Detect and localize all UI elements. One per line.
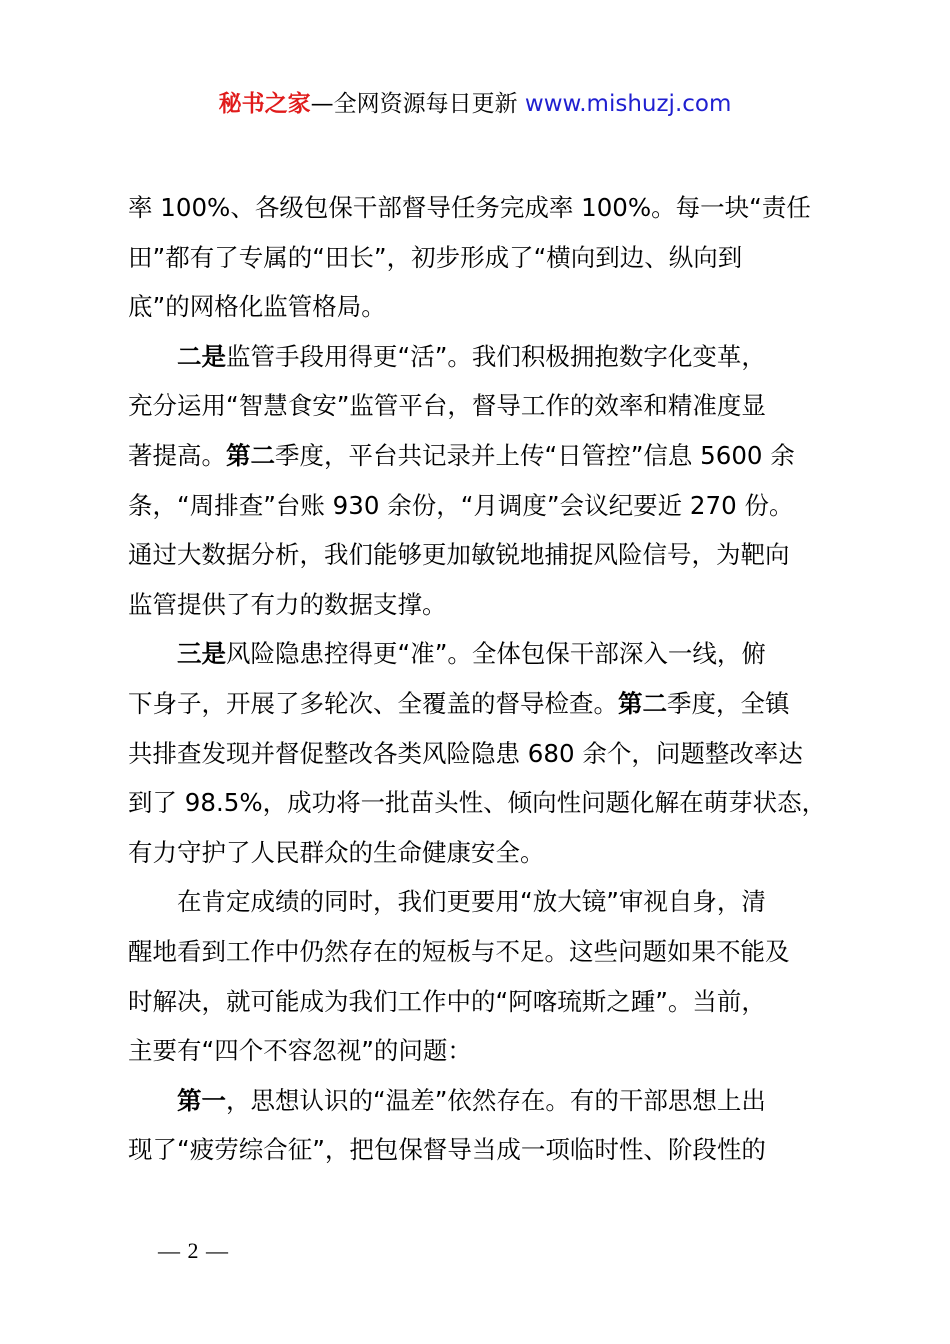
text-line: 通过大数据分析，我们能够更加敏锐地捕捉风险信号，为靶向 bbox=[128, 540, 790, 570]
text-line: 下身子，开展了多轮次、全覆盖的督导检查。第二季度，全镇 bbox=[128, 688, 790, 718]
bold-lead: 第一 bbox=[177, 1085, 226, 1115]
text-line: 醒地看到工作中仍然存在的短板与不足。这些问题如果不能及 bbox=[128, 936, 790, 966]
bold-inline: 第二 bbox=[618, 688, 667, 718]
text-line: 时解决，就可能成为我们工作中的“阿喀琉斯之踵”。当前， bbox=[128, 986, 766, 1016]
text-line: 率 100%、各级包保干部督导任务完成率 100%。每一块“责任 bbox=[128, 193, 811, 222]
bold-inline: 第二 bbox=[226, 440, 275, 470]
text-line: 有力守护了人民群众的生命健康安全。 bbox=[128, 837, 545, 867]
text-line: 共排查发现并督促整改各类风险隐患 680 余个，问题整改率达 bbox=[128, 738, 803, 768]
text-line: 条，“周排查”台账 930 余份，“月调度”会议纪要近 270 份。 bbox=[128, 490, 794, 520]
page-number: — 2 — bbox=[158, 1238, 229, 1263]
text-line: 现了“疲劳综合征”，把包保督导当成一项临时性、阶段性的 bbox=[128, 1135, 766, 1165]
text-line: 监管提供了有力的数据支撑。 bbox=[128, 589, 447, 619]
text-line: 充分运用“智慧食安”监管平台，督导工作的效率和精准度显 bbox=[128, 391, 766, 421]
text-line: 底”的网格化监管格局。 bbox=[128, 292, 386, 322]
text-line: 到了 98.5%，成功将一批苗头性、倾向性问题化解在萌芽状态， bbox=[128, 788, 827, 818]
text-line: 著提高。第二季度，平台共记录并上传“日管控”信息 5600 余 bbox=[128, 440, 795, 470]
paragraph-start: 在肯定成绩的同时，我们更要用“放大镜”审视自身，清 bbox=[177, 887, 766, 917]
bold-lead: 三是 bbox=[177, 639, 226, 669]
paragraph-start: 二是监管手段用得更“活”。我们积极拥抱数字化变革， bbox=[177, 341, 766, 371]
paragraph-start: 第一，思想认识的“温差”依然存在。有的干部思想上出 bbox=[177, 1085, 766, 1115]
document-body bbox=[128, 183, 833, 1175]
banner-tagline: —全网资源每日更新 bbox=[310, 91, 518, 117]
bold-lead: 二是 bbox=[177, 341, 226, 371]
brand-name: 秘书之家 bbox=[218, 91, 311, 117]
paragraph-start: 三是风险隐患控得更“准”。全体包保干部深入一线，俯 bbox=[177, 639, 766, 669]
site-banner bbox=[0, 86, 950, 122]
site-url-link[interactable]: www.mishuzj.com bbox=[524, 91, 732, 117]
text-line: 田”都有了专属的“田长”，初步形成了“横向到边、纵向到 bbox=[128, 242, 743, 272]
text-line: 主要有“四个不容忽视”的问题： bbox=[128, 1036, 472, 1066]
